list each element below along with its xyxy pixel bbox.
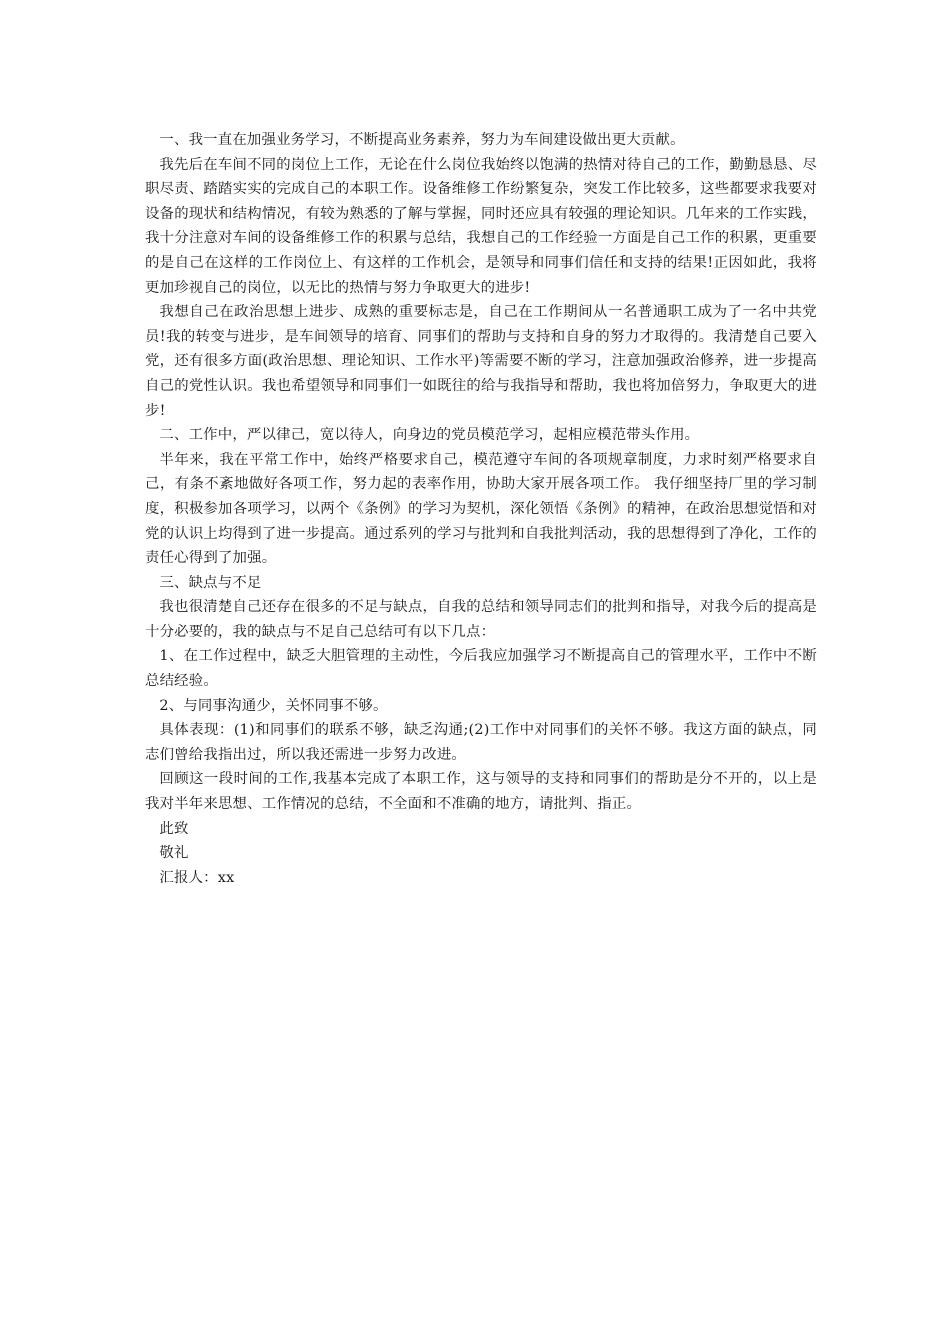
paragraph-review-summary: 回顾这一段时间的工作,我基本完成了本职工作，这与领导的支持和同事们的帮助是分不开的，以上是我对半年来思想、工作情况的总结，不全面和不准确的地方，请批判、指正。	[145, 771, 817, 813]
paragraph-work-experience: 我先后在车间不同的岗位上工作，无论在什么岗位我始终以饱满的热情对待自己的工作，勤勤恳恳、尽职尽责、踏踏实实的完成自己的本职工作。设备维修工作纷繁复杂，突发工作比较多，这些都要求我要对设备的现状和结构情况，有较为熟悉的了解与掌握，同时还应具有较强的理论知识。几年来的工作实践，我十分注意对车间的设备维修工作的积累与总结，我想自己的工作经验一方面是自己工作的积累，更重要的是自己在这样的工作岗位上、有这样的工作机会，是领导和同事们信任和支持的结果!正因如此，我将更加珍视自己的岗位，以无比的热情与努力争取更大的进步!	[145, 156, 817, 296]
paragraph-shortcomings-intro: 我也很清楚自己还存在很多的不足与缺点，自我的总结和领导同志们的批判和指导，对我今后的提高是十分必要的，我的缺点与不足自己总结可有以下几点：	[145, 599, 817, 640]
paragraph-closing-jingli: 敬礼	[159, 845, 189, 862]
paragraph-section-three-heading: 三、缺点与不足	[159, 574, 262, 591]
paragraph-section-two-heading: 二、工作中，严以律己，宽以待人，向身边的党员模范学习，起相应模范带头作用。	[159, 427, 700, 444]
paragraph-shortcoming-two: 2、与同事沟通少，关怀同事不够。	[159, 697, 388, 714]
paragraph-section-one-heading: 一、我一直在加强业务学习，不断提高业务素养，努力为车间建设做出更大贡献。	[159, 132, 685, 148]
paragraph-specific-manifestation: 具体表现：(1)和同事们的联系不够，缺乏沟通;(2)工作中对同事们的关怀不够。我这方面的缺点，同志们曾给我指出过，所以我还需进一步努力改进。	[145, 722, 817, 763]
paragraph-half-year-work: 半年来，我在平常工作中，始终严格要求自己，模范遵守车间的各项规章制度，力求时刻严格要求自己，有条不紊地做好各项工作，努力起的表率作用，协助大家开展各项工作。 我仔细坚持厂里的学习制度，积极参加各项学习，以两个《条例》的学习为契机，深化领悟《条例》的精神，在政治思想觉悟和对党的认识上均得到了进一步提高。通过系列的学习与批判和自我批判活动，我的思想得到了净化，工作的责任心得到了加强。	[145, 451, 817, 567]
paragraph-political-progress: 我想自己在政治思想上进步、成熟的重要标志是，自己在工作期间从一名普通职工成为了一名中共党员!我的转变与进步，是车间领导的培育、同事们的帮助与支持和自身的努力才取得的。我清楚自己要入党，还有很多方面(政治思想、理论知识、工作水平)等需要不断的学习，注意加强政治修养，进一步提高自己的党性认识。我也希望领导和同事们一如既往的给与我指导和帮助，我也将加倍努力，争取更大的进步!	[145, 304, 817, 419]
paragraph-reporter-signature: 汇报人：xx	[159, 869, 235, 886]
paragraph-shortcoming-one: 1、在工作过程中，缺乏大胆管理的主动性，今后我应加强学习不断提高自己的管理水平，工作中不断总结经验。	[145, 648, 817, 690]
document-body	[145, 128, 817, 890]
paragraph-closing-cizhi: 此致	[159, 820, 189, 837]
